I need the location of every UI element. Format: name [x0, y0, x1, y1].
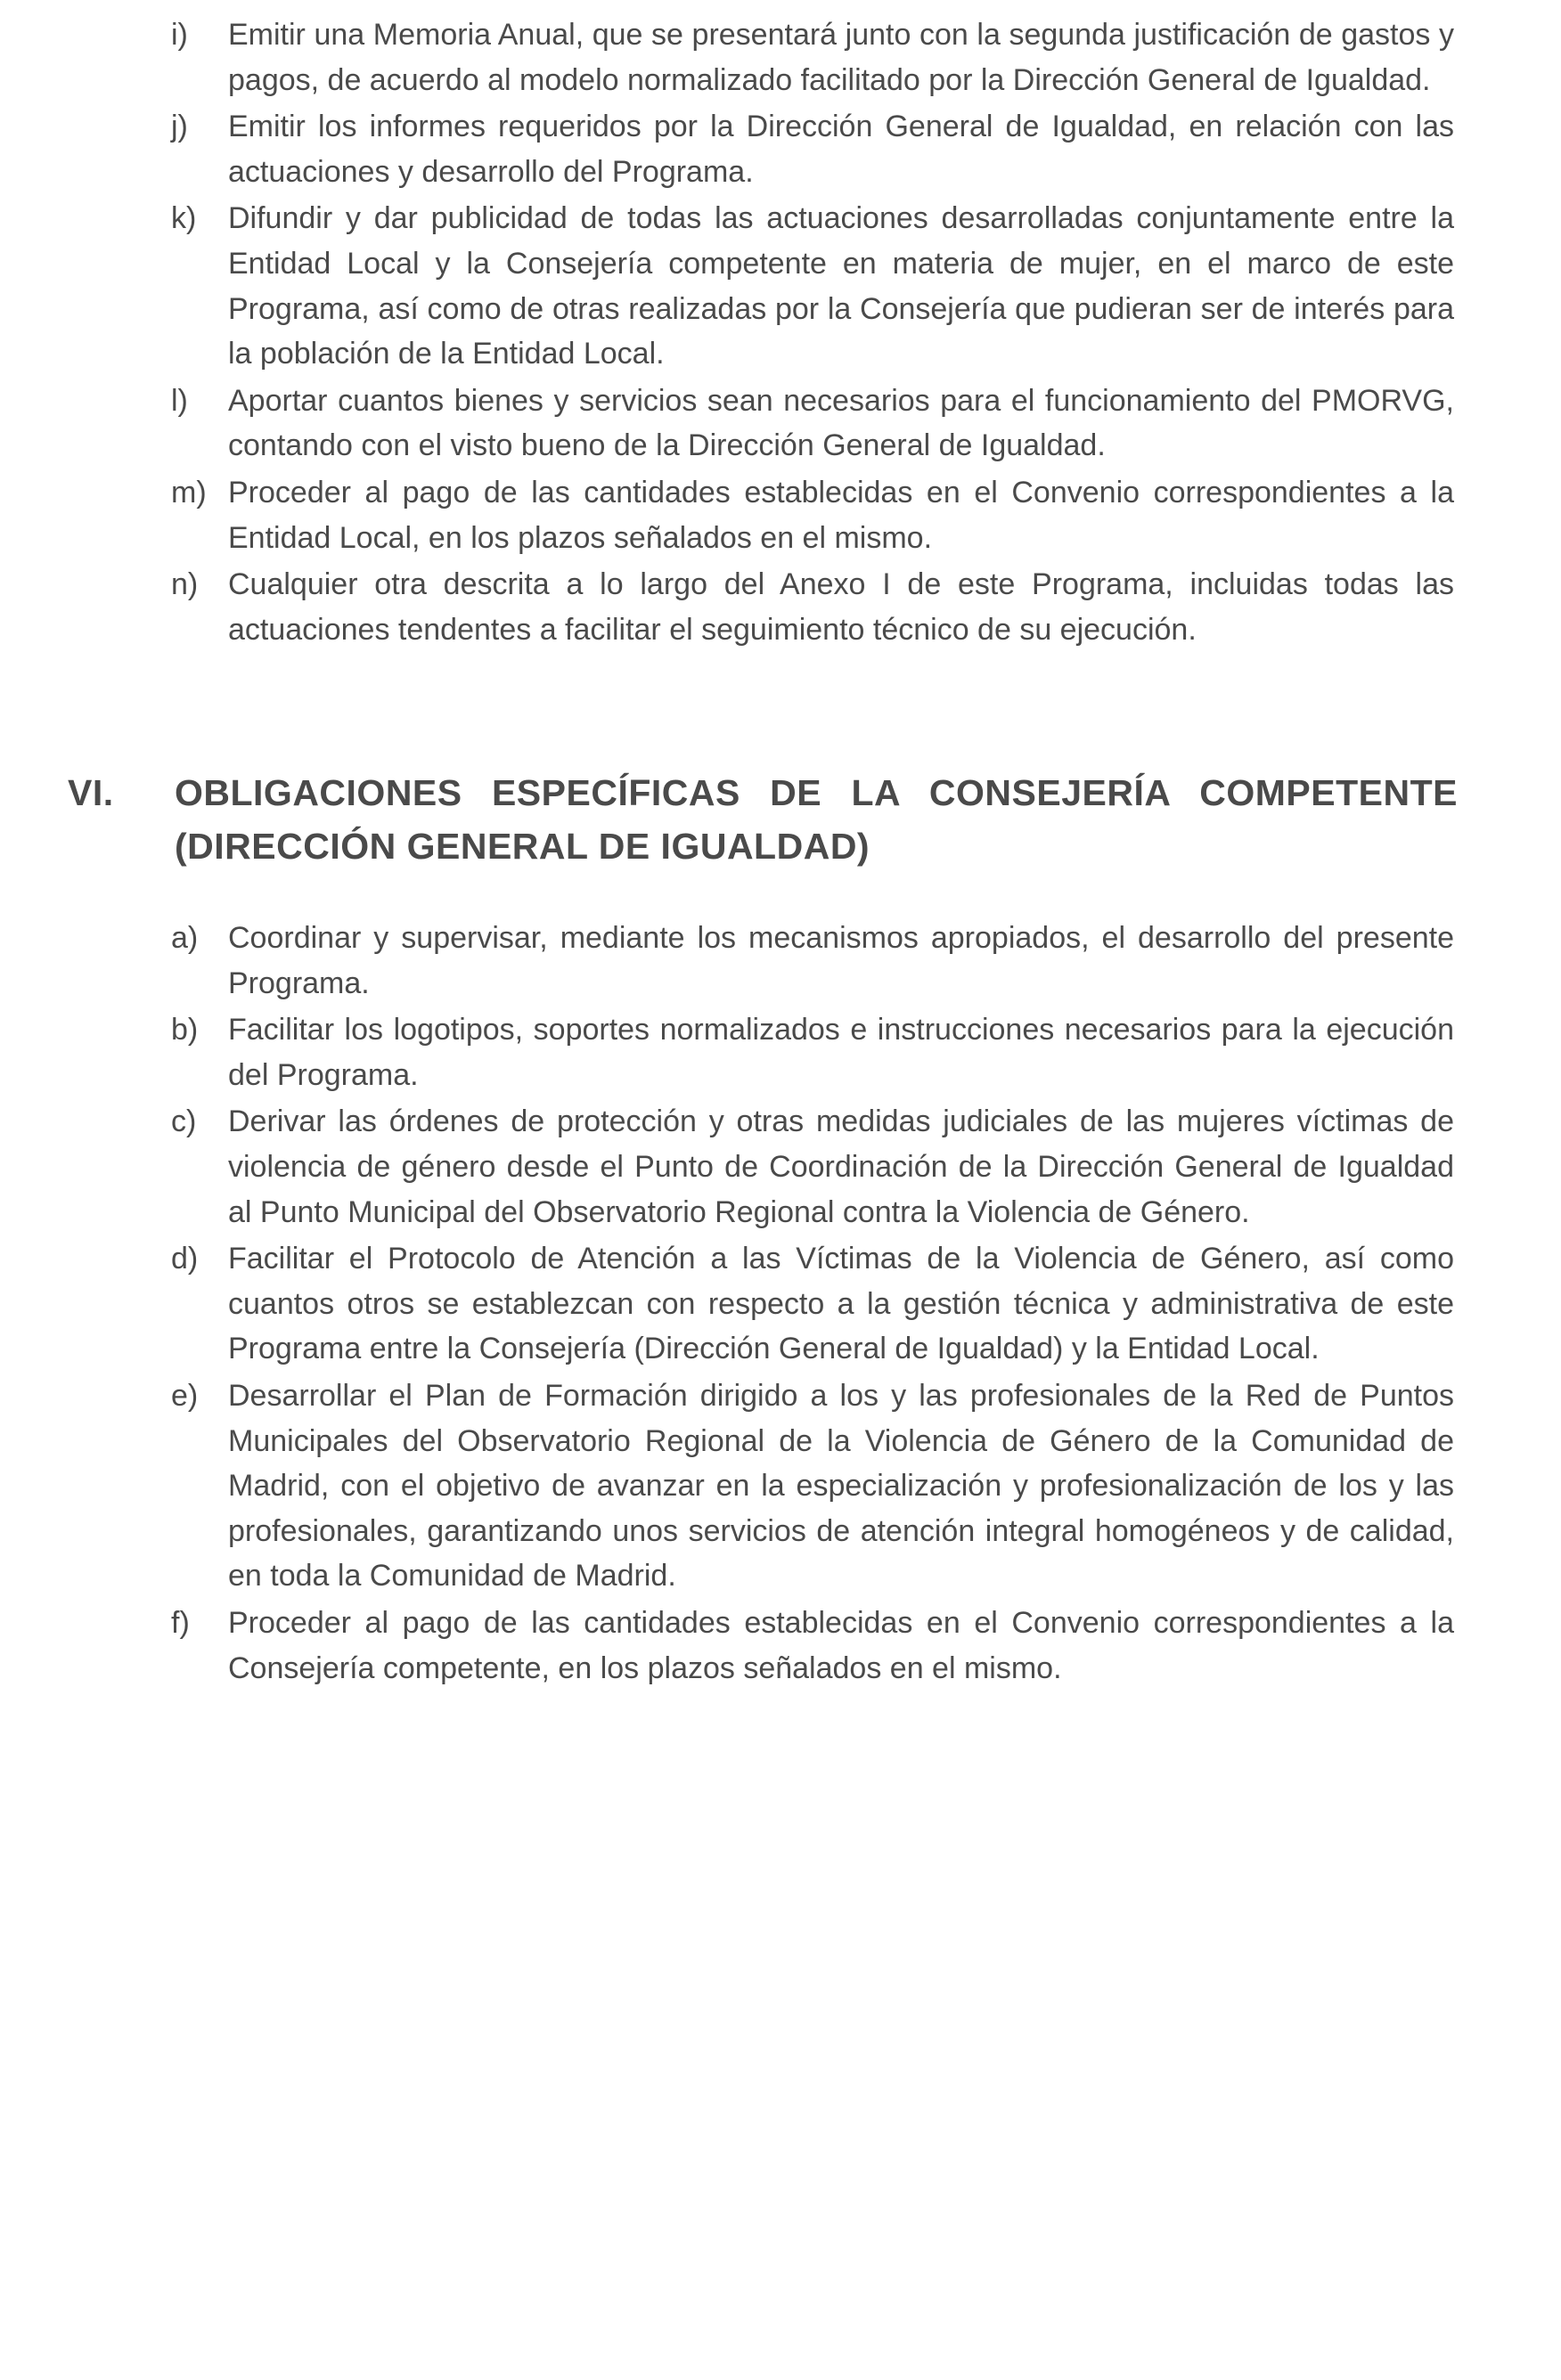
obligations-list-consejeria — [171, 916, 1454, 1692]
list-item-text: Emitir una Memoria Anual, que se presentará junto con la segunda justificación de gastos y pagos, de acuerdo al modelo normalizado facilitado por la Dirección General de Igualdad. — [228, 18, 1454, 97]
list-item-marker: j) — [171, 110, 188, 144]
list-item-text: Emitir los informes requeridos por la Dirección General de Igualdad, en relación con las actuaciones y desarrollo del Programa. — [228, 110, 1454, 189]
list-item — [171, 1601, 1454, 1691]
list-item — [171, 104, 1454, 194]
list-item — [171, 1236, 1454, 1372]
list-item-text: Facilitar el Protocolo de Atención a las Víctimas de la Violencia de Género, así como cuantos otros se establezcan con respecto a la gestión técnica y administrativa de este Programa entre la Consejería (Dirección General de Igualdad) y la Entidad Local. — [228, 1242, 1454, 1366]
list-item — [171, 470, 1454, 560]
section-heading — [68, 766, 1458, 873]
list-item — [171, 1373, 1454, 1599]
list-item-text: Difundir y dar publicidad de todas las actuaciones desarrolladas conjuntamente entre la Entidad Local y la Consejería competente en materia de mujer, en el marco de este Programa, así como de otras realizadas por la Consejería que pudieran ser de interés para la población de la Entidad Local. — [228, 201, 1454, 371]
list-item-marker: a) — [171, 921, 199, 955]
list-item — [171, 1007, 1454, 1097]
list-item-marker: i) — [171, 18, 188, 52]
list-item — [171, 12, 1454, 102]
list-item — [171, 562, 1454, 652]
section-title: OBLIGACIONES ESPECÍFICAS DE LA CONSEJERÍA COMPETENTE (DIRECCIÓN GENERAL DE IGUALDAD) — [175, 772, 1458, 867]
section-number: VI. — [68, 772, 114, 813]
list-item — [171, 196, 1454, 376]
list-item-text: Proceder al pago de las cantidades establecidas en el Convenio correspondientes a la Consejería competente, en los plazos señalados en el mismo. — [228, 1605, 1454, 1685]
list-item-text: Aportar cuantos bienes y servicios sean necesarios para el funcionamiento del PMORVG, contando con el visto bueno de la Dirección General de Igualdad. — [228, 383, 1454, 463]
list-item-text: Cualquier otra descrita a lo largo del Anexo I de este Programa, incluidas todas las actuaciones tendentes a facilitar el seguimiento técnico de su ejecución. — [228, 567, 1454, 647]
list-item — [171, 1099, 1454, 1235]
list-item-marker: b) — [171, 1013, 199, 1047]
list-item-text: Derivar las órdenes de protección y otras medidas judiciales de las mujeres víctimas de violencia de género desde el Punto de Coordinación de la Dirección General de Igualdad al Punto Municipal del Observatorio Regional contra la Violencia de Género. — [228, 1104, 1454, 1229]
list-item-marker: d) — [171, 1242, 199, 1276]
list-item-text: Coordinar y supervisar, mediante los mecanismos apropiados, el desarrollo del presente Programa. — [228, 921, 1454, 1000]
list-item-marker: k) — [171, 201, 197, 236]
list-item-marker: e) — [171, 1378, 199, 1413]
obligations-list-entidad-local — [171, 12, 1454, 654]
list-item-text: Proceder al pago de las cantidades establecidas en el Convenio correspondientes a la Entidad Local, en los plazos señalados en el mismo. — [228, 475, 1454, 555]
list-item-text: Facilitar los logotipos, soportes normalizados e instrucciones necesarios para la ejecución del Programa. — [228, 1013, 1454, 1092]
list-item-marker: f) — [171, 1605, 190, 1640]
list-item-marker: l) — [171, 383, 188, 418]
list-item — [171, 916, 1454, 1006]
list-item-text: Desarrollar el Plan de Formación dirigido a los y las profesionales de la Red de Puntos Municipales del Observatorio Regional de la Violencia de Género de la Comunidad de Madrid, con el objetivo de avanzar en la especialización y profesionalización de los y las profesionales, garantizando unos servicios de atención integral homogéneos y de calidad, en toda la Comunidad de Madrid. — [228, 1378, 1454, 1593]
list-item — [171, 379, 1454, 469]
list-item-marker: n) — [171, 567, 199, 602]
list-item-marker: m) — [171, 475, 207, 509]
list-item-marker: c) — [171, 1104, 197, 1139]
